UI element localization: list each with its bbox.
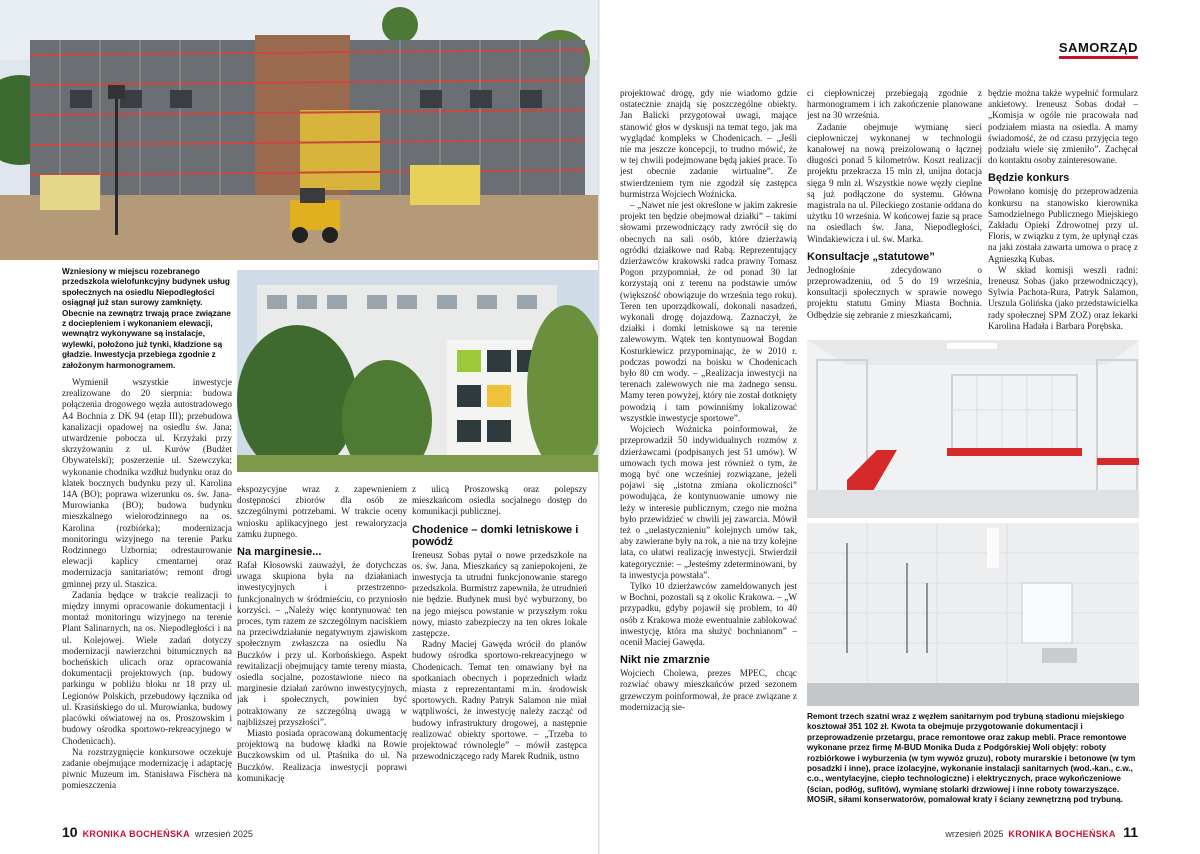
paragraph: W skład komisji weszli radni: Ireneusz Sobas (jako przewodniczący), Sylwia Pachota-Rura, Patryk Salamon, Urszula Golińska (jako przedstawicielka rady społecznej SPM ZOZ) oraz lekarki Karolina Hadała i Barbara Porębska. xyxy=(988,264,1138,331)
right-column-2 xyxy=(807,88,982,338)
section-tag xyxy=(1059,40,1138,55)
paragraph: ekspozycyjne wraz z zapewnieniem dostępności zbiorów dla osób ze szczególnymi potrzebami. W trakcie oceny wniosku aplikacyjnego jest rewaloryzacja zamku żupnego. xyxy=(237,484,407,539)
paragraph: Jednogłośnie zdecydowano o przeprowadzeniu, od 5 do 19 września, konsultacji społecznych w sprawie nowego projektu statutu Gminy Miasta Bochnia. Odbędzie się zebranie z mieszkańcami, xyxy=(807,264,982,320)
paragraph: Wojciech Cholewa, prezes MPEC, chcąc rozwiać obawy mieszkańców przed sezonem grzewczym poinformował, że prace związane z modernizacją sie- xyxy=(620,668,797,712)
paragraph: Zadania będące w trakcie realizacji to między innymi opracowanie dokumentacji i montaż monitoringu wizyjnego na terenie Plant Salinarnych, na os. Niepodległości i na ul. Kolejowej. Wiele zadań dotyczy modernizacji nawierzchni bitumicznych na bocheńskich ulicach oraz opracowania dokumentacji projektowych (np. budowy parkingu w pobliżu bloku nr 18 przy ul. Legionów Polskich, przebudowy łącznika od ul. Krasińskiego do ul. Murowianka, budowy placówki oświatowej na os. Proszowskim i budowy ośrodka sportowo-rekreacyjnego w Chodenicach). xyxy=(62,589,232,746)
section-tag-label: SAMORZĄD xyxy=(1058,40,1138,55)
locker-caption: Remont trzech szatni wraz z węzłem sanitarnym pod trybuną stadionu miejskiego kosztował 351 102 zł. Kwota ta obejmuje przygotowanie dokumentacji i przeprowadzenie przetargu, prace remontowe oraz zakup mebli. Prace remontowe wykonane przez firmę M-BUD Monika Duda z Podgórskiej Woli objęły: roboty rozbiórkowe i wyburzenia (w tym wywóz gruzu), roboty murarskie i betonowe (w tym posadzki i inne), prace izolacyjne, wykonanie instalacji sanitarnych (wod.-kan., c.w., c.o., wentylacyjne, ciepło technologiczne) i elektrycznych, prace wykończeniowe (ścian, podłóg, sufitów), wymianę stolarki drzwiowej i inne roboty towarzyszące. MOSiR, siłami konserwatorów, pomalował kraty i ściany zewnętrzną pod trybuną. xyxy=(807,712,1136,805)
subheading: Chodenice – domki letniskowe i powódź xyxy=(412,523,579,548)
left-footer xyxy=(62,824,253,840)
right-column-1 xyxy=(620,88,797,806)
paragraph: Rafał Kłosowski zauważył, że dotychczas uwaga skupiona była na działaniach inwestycyjnych i przestrzenno-funkcjonalnych w śródmieściu, co przyniosło korzyści. – „Należy więc kontynuować ten proces, tym razem ze szczególnym naciskiem na przeciwdziałanie negatywnym zjawiskom społecznym zwłaszcza na osiedlu Na Buczków i przy ul. Korbońskiego. Aspekt rewitalizacji obejmujący tamte tereny miasta, osiedla socjalne, pozostawione nieco na marginesie działań zarówno inwestycyjnych, jak i społecznych, powinien być potraktowany ze szczególną uwagą w najbliższej przyszłości”. xyxy=(237,560,407,727)
magazine-name: KRONIKA BOCHEŃSKA xyxy=(82,829,190,839)
locker-room-photo xyxy=(807,340,1139,518)
paragraph: ci ciepłowniczej przebiegają zgodnie z harmonogramem i ich zakończenie planowane jest na 30 września. xyxy=(807,88,982,121)
paragraph: – „Nawet nie jest określone w jakim zakresie projekt ten będzie obejmował działki” – takimi słowami przewodniczący rady zwrócił się do obecnych na sali osób, które dzierżawią ogródki działkowe nad Rabą. Reprezentujący dzierżawców krakowski radca prawny Tomasz Pogon przypomniał, że od ponad 30 lat korzystają oni z terenu na podstawie umów (większość obowiązuje do września tego roku). Teren ten uporządkowali, dokonali nasadzeń, wykonali drogę dojazdową. Zaznaczył, że działki i domki letniskowe są na terenie zalewowym. Wątek ten kontynuował Bogdan Kosturkiewicz przypominając, że w 2010 r. podczas powodzi na boisku w Chodenicach było 80 cm wody. – „Realizacja inwestycji na terenach zalewowych nie ma żadnego sensu. Mamy teren powyżej, który nie został dotknięty powodzią i tam powinniśmy lokalizować wszystkie inwestycje sportowe”. xyxy=(620,200,797,423)
paragraph: Na rozstrzygnięcie konkursowe oczekuje zadanie obejmujące modernizację i adaptację piwnic Muzeum im. Stanisława Fischera na pomieszczenia xyxy=(62,746,232,791)
page-number: 10 xyxy=(62,824,78,840)
left-column-1 xyxy=(62,377,232,797)
subheading: Nikt nie zmarznie xyxy=(620,654,710,667)
page-number: 11 xyxy=(1123,824,1138,840)
magazine-name: KRONIKA BOCHEŃSKA xyxy=(1008,829,1116,839)
subheading: Konsultacje „statutowe” xyxy=(807,250,935,263)
paragraph: będzie można także wypełnić formularz ankietowy. Ireneusz Sobas dodał – „Komisja w ogóle nie pracowała nad podziałem miasta na osiedla. A mamy świadomość, że od czasu przyjęcia tego podziału wiele się zmieniło”. Zachęcał do kontaktu osoby zainteresowane. xyxy=(988,88,1138,166)
paragraph: Zadanie obejmuje wymianę sieci ciepłowniczej wykonanej w technologii kanałowej na nową preizolowaną o łącznej długości ponad 5 kilometrów. Koszt realizacji projektu przekracza 15 mln zł, unijna dotacja sięga 9 mln zł. Wszystkie nowe węzły cieplne są już podłączone do systemu. Główna magistrala na ul. Pileckiego zostanie oddana do użytku 10 września. W końcowej fazie są prace na osiedlach św. Jana, Niepodległości, Windakiewicza i ul. św. Marka. xyxy=(807,121,982,244)
paragraph: Ireneusz Sobas pytał o nowe przedszkole na os. św. Jana. Mieszkańcy są zaniepokojeni, że inwestycja ta utrudni funkcjonowanie starego przedszkola. Burmistrz zapewniła, że utrudnień nie będzie. Budynek musi być wyburzony, bo na jego miejscu powstanie w przyszłym roku nowy, miasto zabezpieczy na ten okres lokale zastępcze. xyxy=(412,549,587,639)
left-column-3 xyxy=(412,484,587,799)
section-tag-underline xyxy=(1059,56,1138,59)
paragraph: Wymienił wszystkie inwestycje zrealizowane do 20 sierpnia: budowa połączenia drogowego węzła autostradowego A4 Bochnia z DK 94 (etap III); przebudowa kanalizacji opadowej na osiedlu św. Jana; utwardzenie pobocza ul. Krzyżaki przy skrzyżowaniu z ul. Kurów (Budżet Obywatelski); poszerzenie ul. Szewczyka; wykonanie chodnika wzdłuż budynku oraz do klatek bocznych budynku przy ul. Karolina 14A (BO); poprawa wizerunku os. św. Jana-Murowianka (BO); budowa budynku mieszkalnego wielorodzinnego na os. Karolina (rozbiórka); modernizacja monitoringu wizyjnego na terenie Parku Rodzinnego Uzbornia; odrestaurowanie elewacji kaplicy cmentarnej oraz modernizacja sanitariatów; remont drogi gminnej przy ul. Staszica. xyxy=(62,377,232,589)
issue-date: wrzesień 2025 xyxy=(945,829,1004,839)
left-column-2 xyxy=(237,484,407,799)
issue-date: wrzesień 2025 xyxy=(194,829,253,839)
paragraph: z ulicą Proszowską oraz polepszy mieszkańcom osiedla socjalnego dostęp do komunikacji publicznej. xyxy=(412,484,587,517)
subheading: Będzie konkurs xyxy=(988,172,1070,185)
paragraph: Tylko 10 dzierżawców zameldowanych jest w Bochni, pozostali są z okolic Krakowa. – „W przypadku, gdyby pojawił się problem, to 40 osób z Krakowa może ewentualnie zablokować inwestycję, która ma służyć bochnianom” – ocenił Maciej Gawęda. xyxy=(620,580,797,647)
paragraph: Powołano komisję do przeprowadzenia konkursu na stanowisko kierownika Samodzielnego Publicznego Miejskiego Zakładu Opieki Zdrowotnej przy ul. Floris, w związku z tym, że upłynął czas na jaki została zawarta umowa o pracę z Agnieszką Kubas. xyxy=(988,186,1138,264)
right-footer xyxy=(945,824,1138,840)
subheading: Na marginesie... xyxy=(237,546,322,559)
building-photo xyxy=(237,270,600,472)
paragraph: projektować drogę, gdy nie wiadomo gdzie ostatecznie znajdą się poszczególne obiekty. Jan Balicki przygotował uwagi, mające stanowić głos w dyskusji na temat tego, jak ma wyglądać kompleks w Chodenicach. – „Jeśli nie ma jeszcze koncepcji, to trudno mówić, że w tej chwili podejmowane będą jakieś prace. To jest obecnie zadanie wirtualne”. Ze stwierdzeniem tym nie zgodził się zastępca burmistrza Wojciech Woźnicka. xyxy=(620,88,797,199)
shower-room-photo xyxy=(807,523,1139,706)
construction-photo xyxy=(0,0,600,260)
paragraph: Miasto posiada opracowaną dokumentację projektową na budowę kładki na Rowie Buczkowskim od ul. Ptaśnika do ul. Na Buczków. Realizacja inwestycji poprawi komunikację xyxy=(237,728,407,783)
right-column-3 xyxy=(988,88,1138,338)
construction-caption: Wzniesiony w miejscu rozebranego przedszkola wielofunkcyjny budynek usług społecznych na osiedlu Niepodległości osiągnął już stan surowy zamknięty. Obecnie na zewnątrz trwają prace związane z dociepleniem i wykonaniem elewacji, wewnątrz wykonywane są instalacje, wylewki, położono już tynki, kładzione są gładzie. Inwestycja przebiega zgodnie z założonym harmonogramem. xyxy=(62,267,231,370)
paragraph: Radny Maciej Gawęda wrócił do planów budowy ośrodka sportowo-rekreacyjnego w Chodenicach. Temat ten omawiany był na spotkaniach obecnych i poprzednich władz miasta z reprezentantami m.in. środowisk sportowych. Radny Patryk Salamon nie miał wątpliwości, że inwestycję należy zacząć od budowy infrastruktury drogowej, a następnie realizować obiekty sportowe. – „Trzeba to projektować równolegle” – mówił zastępca przewodniczącego rady Marek Rudnik, ustno xyxy=(412,639,587,762)
right-page xyxy=(600,0,1200,854)
paragraph: Wojciech Woźnicka poinformował, że przeprowadził 50 indywidualnych rozmów z dzierżawcami (podpisanych jest 51 umów). W umowach tych mowa jest również o tym, że mogą być one wcześniej rozwiązane, jeżeli pojawi się „istotna zmiana okoliczności” powodująca, że kontynuowanie umowy nie leży w interesie publicznym, czego nie można było przewidzieć w chwili jej zawarcia. Mówił też o „uelastycznieniu” kolejnych umów tak, aby zawierane były na rok, a nie na trzy kolejne lata, co ułatwi realizację inwestycji. Stwierdził kategorycznie: – „Jesteśmy zdeterminowani, by ta inwestycja powstała”. xyxy=(620,424,797,580)
